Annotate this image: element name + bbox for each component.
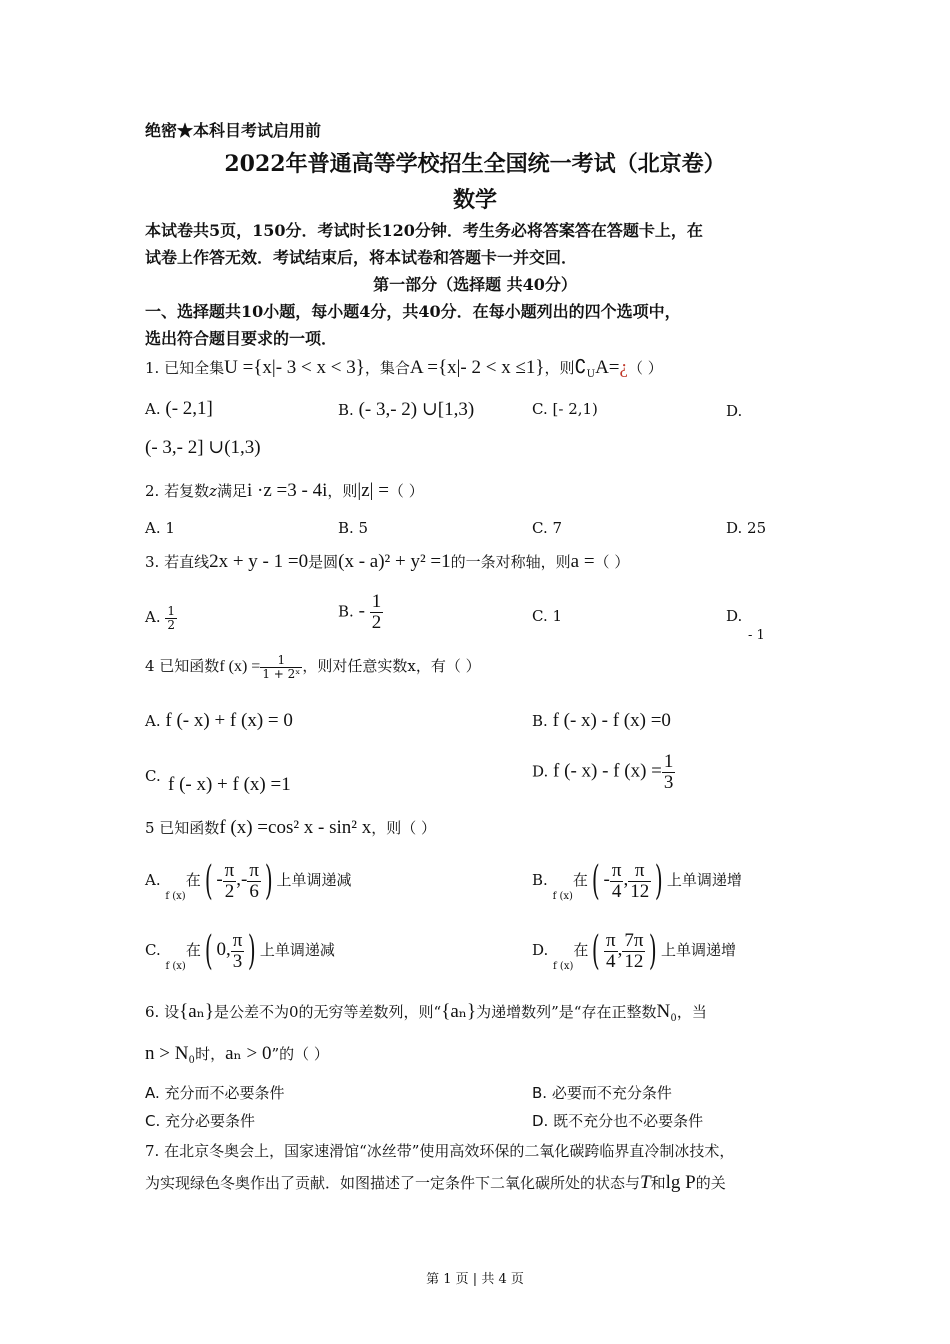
question-3: 3. 若直线2x + y - 1 =0是圆(x - a)² + y² =1的一条对称轴，则a =（ ） [145,551,630,572]
question-4: 4 已知函数f (x) = $\frac{1}{\text{1 + 2ˣ}}$ ，则对任意实数x，有（ ） [145,653,481,681]
q4-option-d[interactable]: D. f (- x) - f (x) = $\frac{1}{3}$ [532,751,674,793]
q2-option-b[interactable]: B. 5 [338,519,369,537]
q6-option-b[interactable]: B. 必要而不充分条件 [532,1084,672,1102]
q1-option-d-label[interactable]: D. [726,402,743,420]
q4-option-c-value[interactable]: f (- x) + f (x) =1 [168,774,291,795]
q5-option-b[interactable]: B. $_{f (x)}$在( - $\frac{\pi}{4}$ , $\frac{\pi}{12}$ ) 上单调递增 [532,858,742,904]
q4-option-a[interactable]: A. f (- x) + f (x) = 0 [145,710,293,731]
q6-option-a[interactable]: A. 充分而不必要条件 [145,1084,285,1102]
q1-option-b[interactable]: B. (- 3,- 2) ∪[1,3) [338,399,475,420]
q3-option-b[interactable]: B. - $\frac{1}{2}$ [338,591,382,633]
q2-option-d[interactable]: D. 25 [726,519,767,537]
q3-option-d[interactable]: D. - 1 [726,607,765,643]
subject-title: 数学 [452,187,497,213]
question-7-line-2: 为实现绿色冬奥作出了贡献．如图描述了一定条件下二氧化碳所处的状态与T和lg P的关 [145,1172,726,1193]
q6-option-d[interactable]: D. 既不充分也不必要条件 [532,1112,704,1130]
question-5: 5 已知函数f (x) =cos² x - sin² x，则（ ） [145,817,437,838]
q4-option-b[interactable]: B. f (- x) - f (x) =0 [532,710,671,731]
secret-label: 绝密★本科目考试启用前 [145,121,322,140]
part-title: 第一部分（选择题 共40分） [373,275,577,294]
question-6-line-2: n > N₀时，aₙ > 0”的（ ） [145,1043,329,1064]
q3-option-a[interactable]: A. $\frac{1}{2}$ [145,604,176,632]
instructions-line-2: 试卷上作答无效．考试结束后，将本试卷和答题卡一并交回． [145,248,578,267]
q5-option-d[interactable]: D. $_{f (x)}$在( $\frac{\pi}{4}$ , $\frac{7\pi}{12}$ ) 上单调递增 [532,928,737,974]
question-1: 1. 已知全集U ={x|- 3 < x < 3}，集合A ={x|- 2 < x ≤1}，则$∁_UA=¿$（ ） [145,357,663,380]
instructions-line-1: 本试卷共5页，150分．考试时长120分钟．考生务必将答案答在答题卡上，在 [145,221,703,240]
q2-option-c[interactable]: C. 7 [532,519,563,537]
section-line-2: 选出符合题目要求的一项． [145,329,338,348]
q5-option-a[interactable]: A. $_{f (x)}$在( - $\frac{\pi}{2}$ ,- $\frac{\pi}{6}$ ) 上单调递减 [145,858,352,904]
q2-option-a[interactable]: A. 1 [145,519,175,537]
q5-option-c[interactable]: C. $_{f (x)}$在( 0, $\frac{\pi}{3}$ ) 上单调递减 [145,928,335,974]
section-line-1: 一、选择题共10小题，每小题4分，共40分．在每小题列出的四个选项中， [145,302,681,321]
exam-title: 2022年普通高等学校招生全国统一考试（北京卷） [224,151,726,177]
q1-option-a[interactable]: A. (- 2,1] [145,398,213,419]
page-footer: 第 1 页 | 共 4 页 [426,1272,524,1287]
q4-option-c-label[interactable]: C. [145,767,161,785]
question-6-line-1: 6. 设{aₙ}是公差不为0的无穷等差数列，则“{aₙ}为递增数列”是“存在正整数N₀，当 [145,1001,707,1022]
q6-option-c[interactable]: C. 充分必要条件 [145,1112,256,1130]
question-7-line-1: 7. 在北京冬奥会上，国家速滑馆“冰丝带”使用高效环保的二氧化碳跨临界直冷制冰技术， [145,1142,735,1160]
q3-option-c[interactable]: C. 1 [532,607,563,625]
q1-option-c[interactable]: C. [- 2,1) [532,400,598,418]
question-2: 2. 若复数z满足i ·z =3 - 4i，则|z| =（ ） [145,480,424,501]
q1-option-d-value[interactable]: (- 3,- 2] ∪(1,3) [145,437,261,458]
